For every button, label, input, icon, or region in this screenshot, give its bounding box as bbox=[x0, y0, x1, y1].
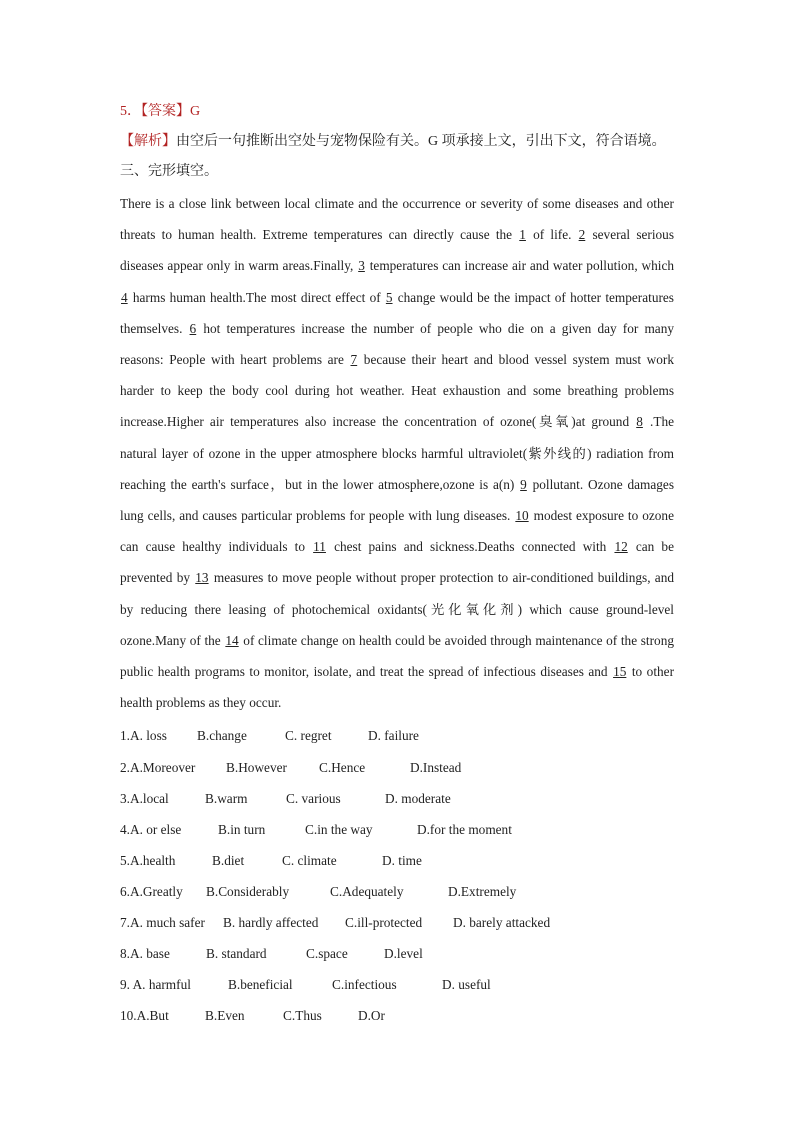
blank-number: 7 bbox=[350, 352, 358, 368]
option-row bbox=[120, 907, 674, 938]
option-choice: C.Hence bbox=[319, 759, 366, 775]
option-choice: D. barely attacked bbox=[453, 915, 551, 931]
option-choice: D.level bbox=[384, 946, 423, 962]
blank-number: 6 bbox=[189, 320, 197, 336]
option-choice: D.Or bbox=[358, 1008, 385, 1024]
passage-text: temperatures can increase air and water pollution, which bbox=[365, 258, 674, 274]
analysis-text: 由空后一句推断出空处与宠物保险有关。G 项承接上文，引出下文，符合语境。 bbox=[176, 134, 666, 149]
blank-number: 15 bbox=[613, 664, 627, 680]
option-choice: 2.A.Moreover bbox=[120, 759, 196, 775]
option-row bbox=[120, 752, 674, 783]
option-row bbox=[120, 876, 674, 907]
option-choice: B. standard bbox=[206, 946, 267, 962]
options-list bbox=[120, 720, 674, 1031]
option-choice: D.Extremely bbox=[448, 883, 517, 899]
option-row bbox=[120, 783, 674, 814]
blank-number: 12 bbox=[614, 539, 628, 555]
passage-text: chest pains and sickness.Deaths connected with bbox=[326, 539, 614, 555]
option-choice: B. hardly affected bbox=[223, 915, 319, 931]
analysis-line bbox=[120, 130, 674, 154]
option-row bbox=[120, 814, 674, 845]
blank-number: 8 bbox=[636, 414, 643, 430]
option-choice: D.for the moment bbox=[417, 821, 512, 837]
blank-number: 4 bbox=[121, 289, 128, 305]
option-choice: 9. A. harmful bbox=[120, 977, 191, 993]
option-choice: 10.A.But bbox=[120, 1008, 169, 1024]
option-choice: B.Considerably bbox=[206, 883, 290, 899]
option-choice: 4.A. or else bbox=[120, 821, 182, 837]
blank-number: 10 bbox=[515, 508, 529, 524]
passage-text: of life. bbox=[526, 227, 578, 243]
passage-text: measures to move people without proper protection to air-conditioned buildings, and by reducing there leasing of photochemical oxidants(光化氧化剂) which cause ground-level ozone.Many of the bbox=[120, 570, 674, 648]
option-choice: B.change bbox=[197, 728, 247, 744]
document-page bbox=[120, 100, 674, 1031]
passage-text: modest exposure to ozone can cause healthy individuals to bbox=[120, 508, 674, 555]
section-title: 三、完形填空。 bbox=[120, 164, 218, 179]
option-choice: B.However bbox=[226, 759, 287, 775]
blank-number: 11 bbox=[313, 539, 326, 555]
analysis-tag: 【解析】 bbox=[120, 134, 176, 149]
option-choice: D. moderate bbox=[385, 790, 451, 806]
option-choice: 1.A. loss bbox=[120, 728, 167, 744]
option-row bbox=[120, 1000, 674, 1031]
blank-number: 3 bbox=[358, 258, 365, 274]
option-row bbox=[120, 938, 674, 969]
option-row bbox=[120, 845, 674, 876]
option-choice: C.Adequately bbox=[330, 883, 404, 899]
option-choice: 7.A. much safer bbox=[120, 915, 205, 931]
option-choice: C.ill-protected bbox=[345, 915, 423, 931]
option-choice: B.in turn bbox=[218, 821, 266, 837]
passage-text: several serious diseases appear only in warm areas.Finally, bbox=[120, 227, 674, 274]
blank-number: 5 bbox=[385, 289, 393, 305]
option-choice: D.Instead bbox=[410, 759, 462, 775]
blank-number: 13 bbox=[195, 570, 209, 586]
option-choice: C.infectious bbox=[332, 977, 397, 993]
blank-number: 1 bbox=[519, 227, 526, 243]
blank-number: 2 bbox=[578, 227, 586, 243]
option-choice: 3.A.local bbox=[120, 790, 169, 806]
option-choice: 6.A.Greatly bbox=[120, 883, 183, 899]
passage-text: pollutant. Ozone damages lung cells, and causes particular problems for people with lung diseases. bbox=[120, 476, 674, 524]
option-choice: D. useful bbox=[442, 977, 491, 993]
option-choice: C. various bbox=[286, 790, 341, 806]
option-choice: 8.A. base bbox=[120, 946, 170, 962]
option-choice: D. failure bbox=[368, 728, 419, 744]
blank-number: 9 bbox=[520, 476, 527, 492]
option-choice: B.warm bbox=[205, 790, 248, 806]
passage-text: to other health problems as they occur. bbox=[120, 664, 674, 711]
option-choice: C.Thus bbox=[283, 1008, 322, 1024]
passage-text: because their heart and blood vessel system must work harder to keep the body cool during hot weather. Heat exhaustion and some breathing problems increase.Higher air temperatures also increase the concentration of ozone(臭氧)at ground bbox=[120, 352, 675, 430]
answer-label: 5．【答案】G bbox=[120, 104, 201, 119]
option-choice: C.in the way bbox=[305, 821, 373, 837]
option-choice: C. climate bbox=[282, 852, 337, 868]
cloze-passage bbox=[120, 188, 674, 718]
option-choice: 5.A.health bbox=[120, 852, 176, 868]
option-choice: C. regret bbox=[285, 728, 332, 744]
blank-number: 14 bbox=[225, 632, 239, 648]
passage-text: change would be the impact of hotter temperatures themselves. bbox=[120, 289, 674, 336]
option-row bbox=[120, 969, 674, 1000]
option-choice: B.beneficial bbox=[228, 977, 293, 993]
option-choice: D. time bbox=[382, 852, 422, 868]
passage-text: can be prevented by bbox=[120, 539, 674, 586]
option-row bbox=[120, 720, 674, 751]
option-choice: B.diet bbox=[212, 852, 245, 868]
passage-text: harms human health.The most direct effect of bbox=[128, 289, 385, 305]
passage-text: .The natural layer of ozone in the upper atmosphere blocks harmful ultraviolet(紫外线的) radiation from reaching the earth's surface，but in the lower atmosphere,ozone is a(n) bbox=[120, 414, 674, 492]
passage-text: of climate change on health could be avoided through maintenance of the strong public health programs to monitor, isolate, and treat the spread of infectious diseases and bbox=[120, 632, 675, 680]
passage-text: hot temperatures increase the number of people who die on a given day for many reasons: People with heart problems are bbox=[120, 320, 674, 368]
option-choice: C.space bbox=[306, 946, 348, 962]
passage-text: There is a close link between local climate and the occurrence or severity of some diseases and other threats to human health. Extreme temperatures can directly cause the bbox=[120, 196, 674, 243]
option-choice: B.Even bbox=[205, 1008, 245, 1024]
